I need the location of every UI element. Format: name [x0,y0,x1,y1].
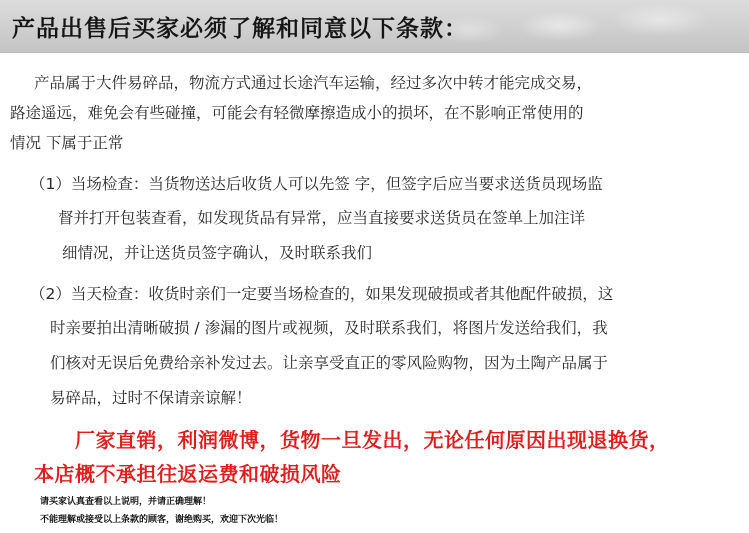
warning-line-1: 厂家直销，利润微博，货物一旦发出，无论任何原因出现退换货， [75,428,670,452]
intro-line-1: 产品属于大件易碎品，物流方式通过长途汽车运输，经过多次中转才能完成交易， [34,74,593,92]
clause1-line-3: 细情况，并让送货员签字确认，及时联系我们 [62,244,373,262]
clause2-line-4: 易碎品，过时不保请亲谅解！ [50,389,252,407]
page-title: 产品出售后买家必须了解和同意以下条款： [12,16,468,42]
clause2-line-3: 们核对无误后免费给亲补发过去。让亲享受直正的零风险购物，因为土陶产品属于 [50,354,609,372]
clause2-line-1: （2）当天检查：收货时亲们一定要当场检查的，如果发现破损或者其他配件破损，这 [30,285,614,303]
footer-line-2: 不能理解或接受以上条款的顾客，谢绝购买，欢迎下次光临！ [40,515,284,525]
footer-line-1: 请买家认真查看以上说明，并请正确理解！ [40,497,212,507]
intro-line-2: 路途遥远，难免会有些碰撞，可能会有轻微摩擦造成小的损坏，在不影响正常使用的 [10,104,584,122]
clause1-line-2: 督并打开包装查看，如发现货品有异常，应当直接要求送货员在签单上加注详 [58,209,586,227]
warning-line-2: 本店概不承担往返运费和破损风险 [34,462,342,486]
clause2-line-2: 时亲要拍出清晰破损 / 渗漏的图片或视频，及时联系我们，将图片发送给我们，我 [50,319,608,337]
clause1-line-1: （1）当场检查：当货物送达后收货人可以先签 字，但签字后应当要求送货员现场监 [30,175,603,193]
header-banner [0,0,749,53]
intro-line-3: 情况 下属于正常 [10,134,124,152]
